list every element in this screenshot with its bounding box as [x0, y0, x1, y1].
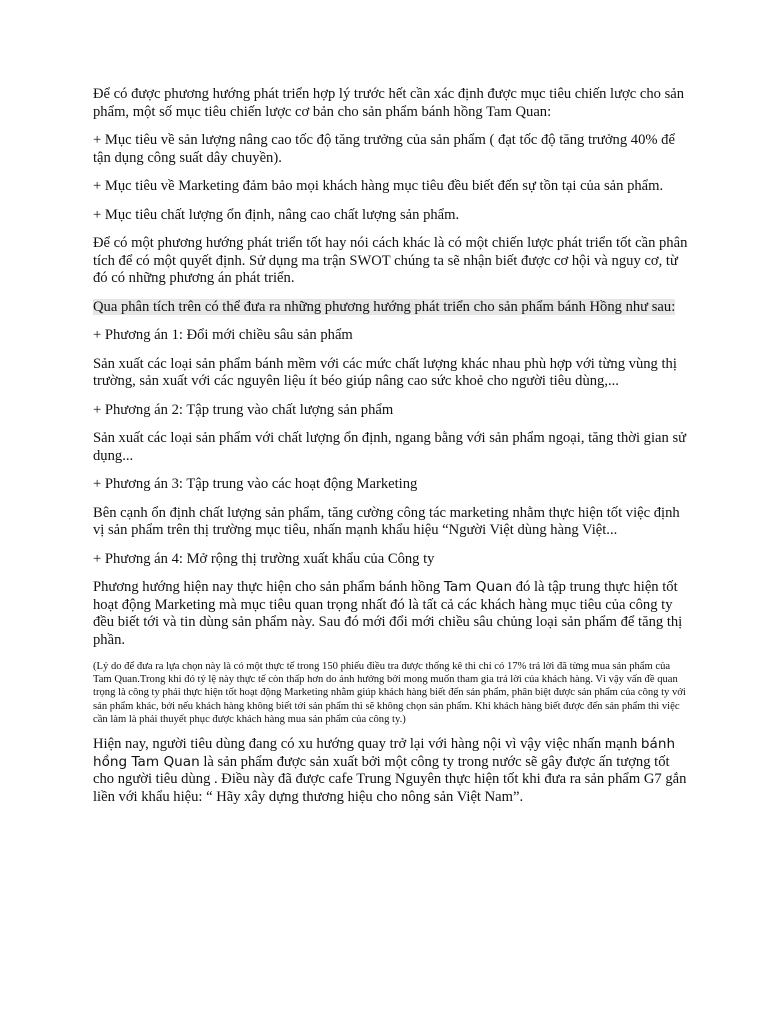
brand-name-product: bánh hồng Tam Quan — [93, 736, 676, 770]
paragraph-conclusion: Hiện nay, người tiêu dùng đang có xu hướng quay trở lại với hàng nội vì vậy việc nhấn mạnh bánh hồng Tam Quan là sản phẩm được sản xuất bởi một công ty trong nước sẽ gây được ấn tượng tốt cho người tiêu dùng . Điều này đã được cafe Trung Nguyên thực hiện tốt khi đưa ra sản phẩm G7 gắn liền với khẩu hiệu: “ Hãy xây dựng thương hiệu cho nông sản Việt Nam”. — [93, 736, 687, 805]
paragraph-goal-marketing: + Mục tiêu về Marketing đảm bảo mọi khách hàng mục tiêu đều biết đến sự tồn tại của sản phẩm. — [93, 178, 664, 194]
option-3-body: Bên cạnh ổn định chất lượng sản phẩm, tăng cường công tác marketing nhằm thực hiện tốt việc định vị sản phẩm trên thị trường mục tiêu, nhấn mạnh khẩu hiệu “Người Việt dùng hàng Việt... — [93, 504, 680, 538]
paragraph-reason-note: (Lý do để đưa ra lựa chọn này là có một thực tế trong 150 phiếu điều tra được thống kê thì chỉ có 17% trả lời đã từng mua sản phẩm của Tam Quan.Trong khi đó tỷ lệ này thực tế còn thấp hơn do ảnh hưởng bởi mong muốn tham gia trả lời của khách hàng. Vì vậy vấn đề quan trọng là công ty phải thực hiện tốt hoạt động Marketing nhằm giúp khách hàng biết đến sản phẩm, phân biệt được sản phẩm của công ty với sản phẩm khác, bởi nếu khách hàng không biết tới sản phẩm thì sẽ không chọn sản phẩm. Khi khách hàng biết được đến sản phẩm thì việc cần làm là phải thuyết phục được khách hàng mua sản phẩm của công ty.) — [93, 661, 686, 725]
option-4-heading: + Phương án 4: Mở rộng thị trường xuất khẩu của Công ty — [93, 550, 435, 567]
paragraph-goal-quality: + Mục tiêu chất lượng ổn định, nâng cao chất lượng sản phẩm. — [93, 206, 460, 223]
paragraph-current-direction: Phương hướng hiện nay thực hiện cho sản phẩm bánh hồng Tam Quan đó là tập trung thực hiện tốt hoạt động Marketing mà mục tiêu quan trọng nhất đó là tất cả các khách hàng mục tiêu của công ty đều biết tới và tin dùng sản phẩm này. Sau đó mới đổi mới chiều sâu chủng loại sản phẩm để tăng thị phần. — [93, 579, 683, 648]
option-1-body: Sản xuất các loại sản phẩm bánh mềm với các mức chất lượng khác nhau phù hợp với từng vùng thị trường, sản xuất với các nguyên liệu ít béo giúp nâng cao sức khoẻ cho người tiêu dùng,... — [93, 355, 677, 389]
paragraph-directions — [93, 299, 688, 317]
option-1-heading: + Phương án 1: Đổi mới chiều sâu sản phẩm — [93, 327, 353, 343]
option-2-heading: + Phương án 2: Tập trung vào chất lượng sản phẩm — [93, 401, 394, 418]
paragraph-goal-output: + Mục tiêu về sản lượng nâng cao tốc độ tăng trưởng của sản phẩm ( đạt tốc độ tăng trưởng 40% để tận dụng công suất dây chuyền). — [93, 132, 675, 166]
highlighted-text: Qua phân tích trên có thể đưa ra những phương hướng phát triển cho sản phẩm bánh Hồng như sau: — [93, 298, 676, 315]
option-3-heading: + Phương án 3: Tập trung vào các hoạt động Marketing — [93, 476, 418, 492]
paragraph-swot: Để có một phương hướng phát triển tốt hay nói cách khác là có một chiến lược phát triển tốt cần phân tích để có một quyết định. Sử dụng ma trận SWOT chúng ta sẽ nhận biết được cơ hội và nguy cơ, từ đó có những phương án phát triển. — [93, 235, 688, 286]
paragraph-intro: Để có được phương hướng phát triển hợp lý trước hết cần xác định được mục tiêu chiến lược cho sản phẩm, một số mục tiêu chiến lược cơ bản cho sản phẩm bánh hồng Tam Quan: — [93, 86, 685, 120]
brand-name: Tam Quan — [443, 579, 513, 595]
option-2-body: Sản xuất các loại sản phẩm với chất lượng ổn định, ngang bằng với sản phẩm ngoại, tăng thời gian sử dụng... — [93, 430, 687, 464]
